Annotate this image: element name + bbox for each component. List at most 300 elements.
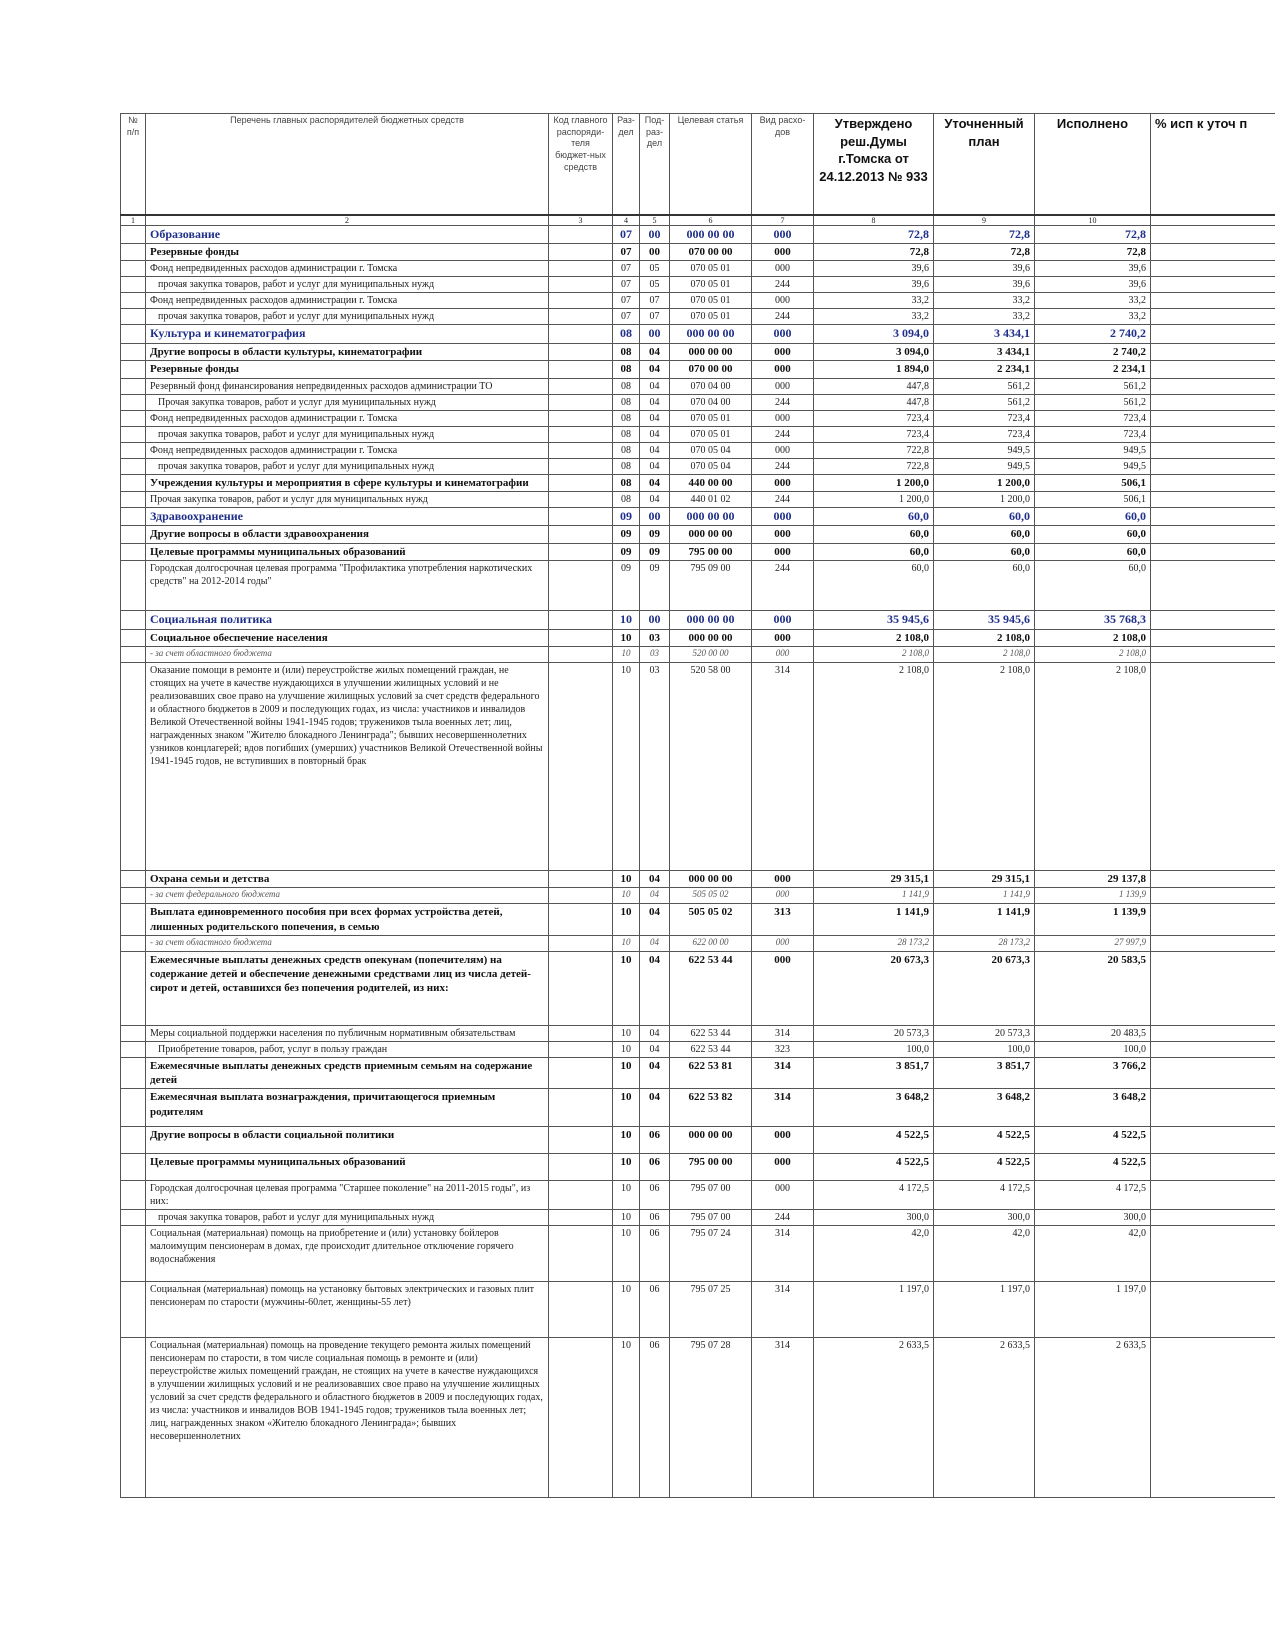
cell-cs: 622 53 44 <box>670 1025 752 1041</box>
cell-pct <box>1151 1127 1275 1154</box>
cell-num <box>121 629 146 646</box>
cell-cs: 070 00 00 <box>670 244 752 261</box>
cell-c: 20 583,5 <box>1035 951 1151 1025</box>
table-row <box>121 1127 1275 1154</box>
cell-c: 4 522,5 <box>1035 1154 1151 1181</box>
cell-name: прочая закупка товаров, работ и услуг для муниципальных нужд <box>146 426 549 442</box>
cell-c: 506,1 <box>1035 491 1151 507</box>
cell-vr: 000 <box>752 611 814 630</box>
cell-num <box>121 442 146 458</box>
table-row <box>121 646 1275 662</box>
cell-pct <box>1151 244 1275 261</box>
cell-code <box>549 1210 613 1226</box>
cell-num <box>121 309 146 325</box>
cell-cs: 000 00 00 <box>670 526 752 543</box>
cell-pct <box>1151 225 1275 244</box>
cell-rz: 10 <box>613 1154 640 1181</box>
table-row <box>121 935 1275 951</box>
cell-code <box>549 1057 613 1089</box>
cell-c: 60,0 <box>1035 543 1151 560</box>
cell-pr: 00 <box>640 325 670 344</box>
cell-code <box>549 1226 613 1282</box>
cell-a: 723,4 <box>814 410 934 426</box>
cell-a: 60,0 <box>814 507 934 526</box>
cell-name: Фонд непредвиденных расходов администрации г. Томска <box>146 410 549 426</box>
cell-rz: 08 <box>613 442 640 458</box>
cell-c: 1 139,9 <box>1035 888 1151 904</box>
cell-a: 1 894,0 <box>814 361 934 378</box>
cell-pr: 04 <box>640 951 670 1025</box>
cell-vr: 000 <box>752 526 814 543</box>
table-row <box>121 343 1275 360</box>
table-row <box>121 1041 1275 1057</box>
cell-num <box>121 1338 146 1498</box>
cell-a: 2 633,5 <box>814 1338 934 1498</box>
table-row <box>121 1282 1275 1338</box>
cell-vr: 000 <box>752 543 814 560</box>
cell-cs: 070 00 00 <box>670 361 752 378</box>
table-row <box>121 507 1275 526</box>
cell-rz: 08 <box>613 343 640 360</box>
table-row <box>121 442 1275 458</box>
header-target: Целевая статья <box>670 114 752 215</box>
cell-cs: 795 09 00 <box>670 561 752 611</box>
cell-rz: 08 <box>613 426 640 442</box>
cell-name: Образование <box>146 225 549 244</box>
cell-num <box>121 225 146 244</box>
cell-c: 2 633,5 <box>1035 1338 1151 1498</box>
cell-rz: 10 <box>613 1226 640 1282</box>
cell-vr: 000 <box>752 629 814 646</box>
cell-a: 72,8 <box>814 244 934 261</box>
cell-name: Ежемесячная выплата вознаграждения, причитающегося приемным родителям <box>146 1089 549 1127</box>
cell-rz: 08 <box>613 491 640 507</box>
cell-name: Фонд непредвиденных расходов администрации г. Томска <box>146 261 549 277</box>
cell-pct <box>1151 611 1275 630</box>
cell-vr: 000 <box>752 1127 814 1154</box>
cell-c: 39,6 <box>1035 277 1151 293</box>
cell-num <box>121 1282 146 1338</box>
cell-c: 27 997,9 <box>1035 935 1151 951</box>
cell-cs: 000 00 00 <box>670 507 752 526</box>
cell-code <box>549 1154 613 1181</box>
cell-num <box>121 1041 146 1057</box>
table-row <box>121 611 1275 630</box>
cell-a: 28 173,2 <box>814 935 934 951</box>
cell-pr: 09 <box>640 543 670 560</box>
cell-num <box>121 394 146 410</box>
cell-rz: 10 <box>613 904 640 936</box>
cell-rz: 10 <box>613 1089 640 1127</box>
cell-b: 42,0 <box>934 1226 1035 1282</box>
table-row <box>121 662 1275 870</box>
cell-pct <box>1151 261 1275 277</box>
cell-pr: 04 <box>640 426 670 442</box>
column-number: 10 <box>1035 215 1151 226</box>
table-row <box>121 1057 1275 1089</box>
cell-pct <box>1151 1057 1275 1089</box>
cell-pct <box>1151 1089 1275 1127</box>
cell-a: 3 094,0 <box>814 325 934 344</box>
table-row <box>121 951 1275 1025</box>
table-row <box>121 361 1275 378</box>
cell-c: 1 197,0 <box>1035 1282 1151 1338</box>
table-row <box>121 1025 1275 1041</box>
cell-cs: 000 00 00 <box>670 225 752 244</box>
cell-pr: 07 <box>640 309 670 325</box>
cell-b: 949,5 <box>934 458 1035 474</box>
cell-num <box>121 888 146 904</box>
cell-c: 2 740,2 <box>1035 343 1151 360</box>
cell-code <box>549 442 613 458</box>
cell-a: 722,8 <box>814 458 934 474</box>
cell-a: 4 172,5 <box>814 1181 934 1210</box>
cell-name: Выплата единовременного пособия при всех формах устройства детей, лишенных родительского попечения, в семью <box>146 904 549 936</box>
cell-cs: 795 07 00 <box>670 1181 752 1210</box>
cell-rz: 10 <box>613 1338 640 1498</box>
cell-a: 447,8 <box>814 394 934 410</box>
header-podrazdel: Под-раз-дел <box>640 114 670 215</box>
cell-pr: 03 <box>640 646 670 662</box>
cell-pr: 03 <box>640 629 670 646</box>
cell-num <box>121 904 146 936</box>
cell-a: 35 945,6 <box>814 611 934 630</box>
column-number: 2 <box>146 215 549 226</box>
cell-pct <box>1151 394 1275 410</box>
column-number: 7 <box>752 215 814 226</box>
cell-cs: 622 53 81 <box>670 1057 752 1089</box>
cell-pr: 06 <box>640 1226 670 1282</box>
cell-pct <box>1151 662 1275 870</box>
cell-num <box>121 1057 146 1089</box>
cell-cs: 070 04 00 <box>670 378 752 394</box>
cell-cs: 440 01 02 <box>670 491 752 507</box>
cell-pr: 04 <box>640 458 670 474</box>
table-row <box>121 225 1275 244</box>
cell-pr: 06 <box>640 1210 670 1226</box>
cell-num <box>121 870 146 887</box>
cell-vr: 000 <box>752 244 814 261</box>
cell-num <box>121 474 146 491</box>
cell-a: 39,6 <box>814 277 934 293</box>
cell-vr: 000 <box>752 442 814 458</box>
cell-pct <box>1151 870 1275 887</box>
cell-vr: 244 <box>752 1210 814 1226</box>
cell-pct <box>1151 1025 1275 1041</box>
cell-num <box>121 1226 146 1282</box>
cell-num <box>121 611 146 630</box>
cell-rz: 10 <box>613 870 640 887</box>
cell-a: 1 141,9 <box>814 904 934 936</box>
cell-rz: 08 <box>613 474 640 491</box>
cell-num <box>121 1127 146 1154</box>
cell-num <box>121 543 146 560</box>
cell-code <box>549 1025 613 1041</box>
cell-b: 561,2 <box>934 394 1035 410</box>
cell-pct <box>1151 474 1275 491</box>
cell-name: Оказание помощи в ремонте и (или) переустройстве жилых помещений граждан, не стоящих на учете в качестве нуждающихся в улучшении жилищных условий и не реализовавших свое право на улучшение жилищных условий за счет средств федерального и областного бюджетов в 2009 и последующих годах, из числа: участников и инвалидов Великой Отечественной войны 1941-1945 годов; тружеников тыла военных лет; лиц, награжденных знаком "Жителю блокадного Ленинграда"; бывших несовершеннолетних узников концлагерей; вдов погибших (умерших) участников Великой Отечественной войны 1941-1945 годов, не вступивших в повторный брак <box>146 662 549 870</box>
cell-pct <box>1151 325 1275 344</box>
cell-b: 2 234,1 <box>934 361 1035 378</box>
cell-pr: 04 <box>640 870 670 887</box>
cell-a: 100,0 <box>814 1041 934 1057</box>
cell-c: 33,2 <box>1035 293 1151 309</box>
cell-pct <box>1151 904 1275 936</box>
cell-c: 2 108,0 <box>1035 662 1151 870</box>
cell-pct <box>1151 378 1275 394</box>
cell-rz: 07 <box>613 309 640 325</box>
cell-num <box>121 277 146 293</box>
cell-rz: 10 <box>613 1025 640 1041</box>
cell-c: 949,5 <box>1035 442 1151 458</box>
cell-rz: 10 <box>613 1181 640 1210</box>
cell-name: Здравоохранение <box>146 507 549 526</box>
cell-b: 4 522,5 <box>934 1154 1035 1181</box>
cell-a: 33,2 <box>814 293 934 309</box>
cell-a: 4 522,5 <box>814 1154 934 1181</box>
column-number: 6 <box>670 215 752 226</box>
table-row <box>121 1338 1275 1498</box>
table-row <box>121 543 1275 560</box>
cell-rz: 09 <box>613 543 640 560</box>
cell-pct <box>1151 491 1275 507</box>
cell-pr: 04 <box>640 378 670 394</box>
cell-cs: 070 05 01 <box>670 309 752 325</box>
cell-b: 28 173,2 <box>934 935 1035 951</box>
cell-num <box>121 261 146 277</box>
cell-a: 447,8 <box>814 378 934 394</box>
table-row <box>121 410 1275 426</box>
cell-a: 29 315,1 <box>814 870 934 887</box>
cell-num <box>121 378 146 394</box>
cell-code <box>549 1338 613 1498</box>
cell-c: 2 108,0 <box>1035 629 1151 646</box>
cell-cs: 070 05 01 <box>670 426 752 442</box>
cell-code <box>549 474 613 491</box>
cell-pr: 04 <box>640 1057 670 1089</box>
cell-name: - за счет федерального бюджета <box>146 888 549 904</box>
cell-pr: 05 <box>640 277 670 293</box>
cell-pr: 09 <box>640 526 670 543</box>
cell-pct <box>1151 343 1275 360</box>
cell-b: 3 851,7 <box>934 1057 1035 1089</box>
cell-vr: 323 <box>752 1041 814 1057</box>
cell-name: Меры социальной поддержки населения по публичным нормативным обязательствам <box>146 1025 549 1041</box>
cell-cs: 795 00 00 <box>670 1154 752 1181</box>
cell-vr: 000 <box>752 261 814 277</box>
cell-c: 561,2 <box>1035 394 1151 410</box>
cell-cs: 795 07 25 <box>670 1282 752 1338</box>
cell-a: 33,2 <box>814 309 934 325</box>
cell-code <box>549 904 613 936</box>
cell-pct <box>1151 935 1275 951</box>
cell-rz: 10 <box>613 1282 640 1338</box>
cell-vr: 244 <box>752 426 814 442</box>
cell-a: 3 851,7 <box>814 1057 934 1089</box>
cell-a: 1 141,9 <box>814 888 934 904</box>
cell-rz: 10 <box>613 888 640 904</box>
cell-b: 723,4 <box>934 410 1035 426</box>
cell-a: 60,0 <box>814 526 934 543</box>
cell-cs: 000 00 00 <box>670 629 752 646</box>
cell-pct <box>1151 1226 1275 1282</box>
table-row <box>121 888 1275 904</box>
cell-cs: 795 07 00 <box>670 1210 752 1226</box>
cell-cs: 520 00 00 <box>670 646 752 662</box>
cell-pct <box>1151 888 1275 904</box>
table-row <box>121 293 1275 309</box>
cell-cs: 070 04 00 <box>670 394 752 410</box>
cell-code <box>549 526 613 543</box>
cell-b: 1 197,0 <box>934 1282 1035 1338</box>
cell-cs: 440 00 00 <box>670 474 752 491</box>
cell-name: Другие вопросы в области здравоохранения <box>146 526 549 543</box>
cell-code <box>549 1181 613 1210</box>
cell-b: 20 573,3 <box>934 1025 1035 1041</box>
cell-name: прочая закупка товаров, работ и услуг для муниципальных нужд <box>146 309 549 325</box>
cell-num <box>121 293 146 309</box>
cell-pct <box>1151 1210 1275 1226</box>
cell-name: прочая закупка товаров, работ и услуг для муниципальных нужд <box>146 1210 549 1226</box>
table-row <box>121 394 1275 410</box>
header-executed: Исполнено <box>1035 114 1151 215</box>
budget-sheet <box>120 113 1275 1498</box>
cell-code <box>549 325 613 344</box>
cell-name: Целевые программы муниципальных образований <box>146 543 549 560</box>
column-number: 8 <box>814 215 934 226</box>
cell-vr: 000 <box>752 474 814 491</box>
table-row <box>121 426 1275 442</box>
cell-code <box>549 1127 613 1154</box>
cell-cs: 070 05 01 <box>670 261 752 277</box>
cell-a: 1 200,0 <box>814 491 934 507</box>
table-row <box>121 458 1275 474</box>
cell-b: 4 522,5 <box>934 1127 1035 1154</box>
cell-vr: 000 <box>752 888 814 904</box>
cell-pr: 04 <box>640 888 670 904</box>
cell-a: 72,8 <box>814 225 934 244</box>
cell-vr: 000 <box>752 870 814 887</box>
header-name: Перечень главных распорядителей бюджетных средств <box>146 114 549 215</box>
cell-code <box>549 293 613 309</box>
cell-rz: 10 <box>613 935 640 951</box>
cell-vr: 244 <box>752 277 814 293</box>
cell-rz: 10 <box>613 951 640 1025</box>
cell-num <box>121 426 146 442</box>
cell-a: 4 522,5 <box>814 1127 934 1154</box>
cell-vr: 000 <box>752 1181 814 1210</box>
cell-vr: 000 <box>752 507 814 526</box>
cell-c: 3 648,2 <box>1035 1089 1151 1127</box>
cell-vr: 244 <box>752 491 814 507</box>
cell-c: 39,6 <box>1035 261 1151 277</box>
header-razdel: Раз-дел <box>613 114 640 215</box>
cell-vr: 314 <box>752 1057 814 1089</box>
cell-b: 60,0 <box>934 507 1035 526</box>
cell-code <box>549 543 613 560</box>
table-row <box>121 629 1275 646</box>
cell-rz: 10 <box>613 1210 640 1226</box>
cell-vr: 314 <box>752 1226 814 1282</box>
table-row <box>121 244 1275 261</box>
cell-c: 35 768,3 <box>1035 611 1151 630</box>
cell-pct <box>1151 526 1275 543</box>
cell-cs: 070 05 01 <box>670 277 752 293</box>
cell-rz: 10 <box>613 1041 640 1057</box>
cell-vr: 000 <box>752 343 814 360</box>
cell-name: Социальная (материальная) помощь на установку бытовых электрических и газовых плит пенсионерам по старости (мужчины-60лет, женщины-55 лет) <box>146 1282 549 1338</box>
cell-cs: 070 05 04 <box>670 442 752 458</box>
cell-b: 39,6 <box>934 277 1035 293</box>
cell-c: 72,8 <box>1035 225 1151 244</box>
cell-b: 2 633,5 <box>934 1338 1035 1498</box>
cell-name: Фонд непредвиденных расходов администрации г. Томска <box>146 442 549 458</box>
cell-pr: 04 <box>640 491 670 507</box>
cell-a: 2 108,0 <box>814 646 934 662</box>
cell-c: 4 522,5 <box>1035 1127 1151 1154</box>
cell-name: Социальная (материальная) помощь на проведение текущего ремонта жилых помещений пенсионерам по старости, в том числе социальная помощь в ремонте и (или) переустройстве жилых помещений граждан, не стоящих на учете в качестве нуждающихся в улучшении жилищных условий и не реализовавших свое право на улучшение жилищных условий за счет средств федерального и областного бюджетов в 2009 и последующих годах, из числа: участников и инвалидов ВОВ 1941-1945 годов; тружеников тыла военных лет; лиц, награжденных знаком «Жителю блокадного Ленинграда»; бывших несовершеннолетних <box>146 1338 549 1498</box>
cell-cs: 622 53 44 <box>670 951 752 1025</box>
cell-cs: 000 00 00 <box>670 1127 752 1154</box>
cell-b: 3 434,1 <box>934 343 1035 360</box>
cell-name: Другие вопросы в области культуры, кинематографии <box>146 343 549 360</box>
cell-a: 20 673,3 <box>814 951 934 1025</box>
cell-c: 1 139,9 <box>1035 904 1151 936</box>
table-row <box>121 526 1275 543</box>
cell-num <box>121 561 146 611</box>
cell-a: 3 648,2 <box>814 1089 934 1127</box>
cell-name: прочая закупка товаров, работ и услуг для муниципальных нужд <box>146 277 549 293</box>
cell-code <box>549 611 613 630</box>
cell-num <box>121 646 146 662</box>
cell-b: 4 172,5 <box>934 1181 1035 1210</box>
cell-rz: 09 <box>613 561 640 611</box>
cell-a: 3 094,0 <box>814 343 934 360</box>
cell-vr: 000 <box>752 935 814 951</box>
column-number: 9 <box>934 215 1035 226</box>
cell-vr: 314 <box>752 662 814 870</box>
header-vid: Вид расхо-дов <box>752 114 814 215</box>
cell-b: 60,0 <box>934 526 1035 543</box>
table-row <box>121 309 1275 325</box>
cell-c: 300,0 <box>1035 1210 1151 1226</box>
cell-b: 20 673,3 <box>934 951 1035 1025</box>
cell-name: Прочая закупка товаров, работ и услуг для муниципальных нужд <box>146 491 549 507</box>
cell-pct <box>1151 1181 1275 1210</box>
cell-pct <box>1151 309 1275 325</box>
cell-pr: 06 <box>640 1154 670 1181</box>
cell-rz: 10 <box>613 1057 640 1089</box>
cell-b: 1 200,0 <box>934 474 1035 491</box>
cell-cs: 520 58 00 <box>670 662 752 870</box>
cell-cs: 505 05 02 <box>670 888 752 904</box>
cell-vr: 000 <box>752 410 814 426</box>
cell-b: 60,0 <box>934 543 1035 560</box>
cell-pr: 06 <box>640 1127 670 1154</box>
cell-num <box>121 458 146 474</box>
cell-pr: 00 <box>640 225 670 244</box>
header-percent: % исп к уточ п <box>1151 114 1275 215</box>
cell-pr: 05 <box>640 261 670 277</box>
cell-pct <box>1151 293 1275 309</box>
cell-code <box>549 662 613 870</box>
cell-b: 3 648,2 <box>934 1089 1035 1127</box>
cell-b: 1 141,9 <box>934 904 1035 936</box>
cell-name: - за счет областного бюджета <box>146 935 549 951</box>
cell-code <box>549 1282 613 1338</box>
cell-code <box>549 309 613 325</box>
cell-name: Резервные фонды <box>146 244 549 261</box>
